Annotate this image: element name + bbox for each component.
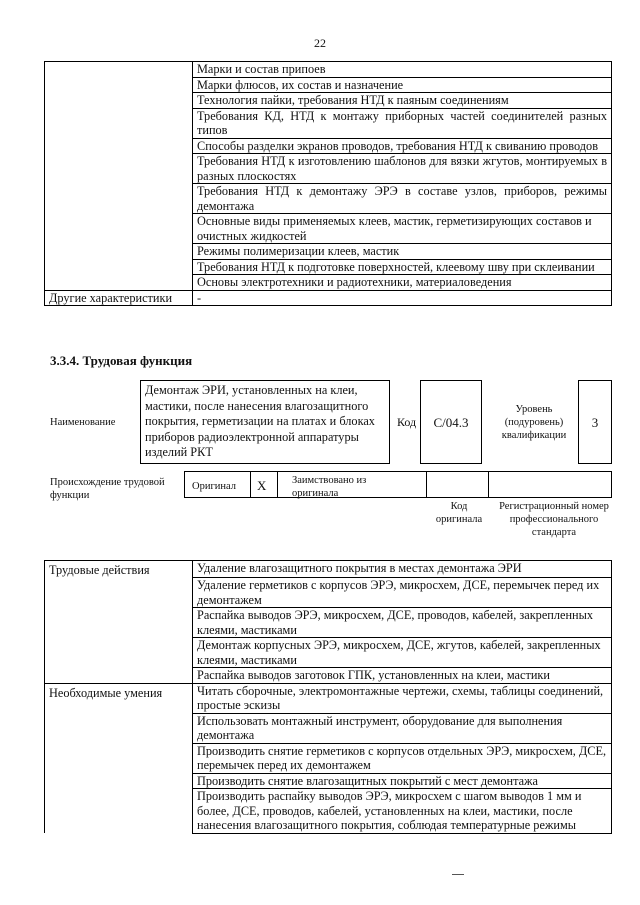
code-original-label: Код оригинала	[435, 501, 483, 525]
empty-cell	[45, 608, 193, 638]
borrowed-label: Заимствовано из оригинала	[292, 475, 367, 499]
table-row: Производить распайку выводов ЭРЭ, микросхем с шагом выводов 1 мм и более, ДСЕ, проводов, кабелей, установленных на клеи, мастики, после нанесения влагозащитного покрытия, соблюдая температурные режимы	[193, 789, 612, 834]
function-name-value: Демонтаж ЭРИ, установленных на клеи, мастики, после нанесения влагозащитного покрытия, герметизации на платах и блоках приборов радиоэлектронной аппаратуры изделий РКТ	[140, 380, 390, 464]
empty-cell	[45, 638, 193, 668]
table-row: Марки флюсов, их состав и назначение	[193, 77, 612, 93]
table-row: Требования КД, НТД к монтажу приборных частей соединителей разных типов	[193, 108, 612, 138]
other-characteristics-value: -	[193, 290, 612, 306]
empty-cell	[45, 578, 193, 608]
page-number: 22	[314, 36, 326, 50]
original-mark: X	[257, 478, 267, 493]
table-row: Удаление герметиков с корпусов ЭРЭ, микросхем, ДСЕ, перемычек перед их демонтажем	[193, 578, 612, 608]
divider	[277, 471, 278, 498]
table-row: Требования НТД к подготовке поверхностей, клеевому шву при склеивании	[193, 259, 612, 275]
table-row: Основы электротехники и радиотехники, материаловедения	[193, 275, 612, 291]
table-row: Технология пайки, требования НТД к паяным соединениям	[193, 93, 612, 109]
empty-cell	[45, 743, 193, 773]
divider	[426, 471, 427, 498]
actions-label: Трудовые действия	[45, 561, 193, 578]
empty-cell	[45, 214, 193, 244]
table-row: Распайка выводов ЭРЭ, микросхем, ДСЕ, проводов, кабелей, закрепленных клеями, мастиками	[193, 608, 612, 638]
table-row: Производить снятие герметиков с корпусов отдельных ЭРЭ, микросхем, ДСЕ, перемычек перед их демонтажем	[193, 743, 612, 773]
empty-cell	[45, 275, 193, 291]
origin-label: Происхождение трудовой функции	[50, 477, 165, 501]
table-row: Требования НТД к изготовлению шаблонов для вязки жгутов, монтируемых в разных плоскостях	[193, 154, 612, 184]
section-title: 3.3.4. Трудовая функция	[50, 353, 193, 368]
empty-cell	[45, 773, 193, 789]
divider	[452, 874, 464, 875]
empty-cell	[45, 108, 193, 138]
divider	[488, 471, 489, 498]
table-row: Распайка выводов заготовок ГПК, установленных на клеи, мастики	[193, 668, 612, 684]
table-row: Основные виды применяемых клеев, мастик, герметизирующих составов и очистных жидкостей	[193, 214, 612, 244]
divider	[250, 471, 251, 498]
level-label: Уровень (подуровень) квалификации	[501, 404, 567, 441]
name-label: Наименование	[50, 417, 116, 428]
reg-number-label: Регистрационный номер профессионального стандарта	[499, 501, 609, 538]
empty-cell	[45, 77, 193, 93]
table-row: Способы разделки экранов проводов, требования НТД к свиванию проводов	[193, 138, 612, 154]
empty-cell	[45, 138, 193, 154]
code-value: С/04.3	[420, 380, 482, 464]
table-row: Требования НТД к демонтажу ЭРЭ в составе узлов, приборов, режимы демонтажа	[193, 184, 612, 214]
skills-label: Необходимые умения	[45, 683, 193, 713]
actions-table	[44, 560, 612, 834]
empty-cell	[45, 713, 193, 743]
other-characteristics-label: Другие характеристики	[45, 290, 193, 306]
table-row: Марки и состав припоев	[193, 62, 612, 78]
empty-cell	[45, 62, 193, 78]
code-label: Код	[397, 415, 417, 429]
empty-cell	[45, 789, 193, 834]
empty-cell	[45, 244, 193, 260]
table-row: Режимы полимеризации клеев, мастик	[193, 244, 612, 260]
level-value: 3	[578, 380, 612, 464]
knowledge-table	[44, 61, 612, 306]
empty-cell	[45, 259, 193, 275]
table-row: Производить снятие влагозащитных покрытий с мест демонтажа	[193, 773, 612, 789]
empty-cell	[45, 93, 193, 109]
table-row: Демонтаж корпусных ЭРЭ, микросхем, ДСЕ, жгутов, кабелей, закрепленных клеями, мастиками	[193, 638, 612, 668]
empty-cell	[45, 668, 193, 684]
table-row: Удаление влагозащитного покрытия в местах демонтажа ЭРИ	[193, 561, 612, 578]
empty-cell	[45, 154, 193, 184]
original-label: Оригинал	[192, 481, 236, 492]
table-row: Читать сборочные, электромонтажные чертежи, схемы, таблицы соединений, простые эскизы	[193, 683, 612, 713]
empty-cell	[45, 184, 193, 214]
table-row: Использовать монтажный инструмент, оборудование для выполнения демонтажа	[193, 713, 612, 743]
